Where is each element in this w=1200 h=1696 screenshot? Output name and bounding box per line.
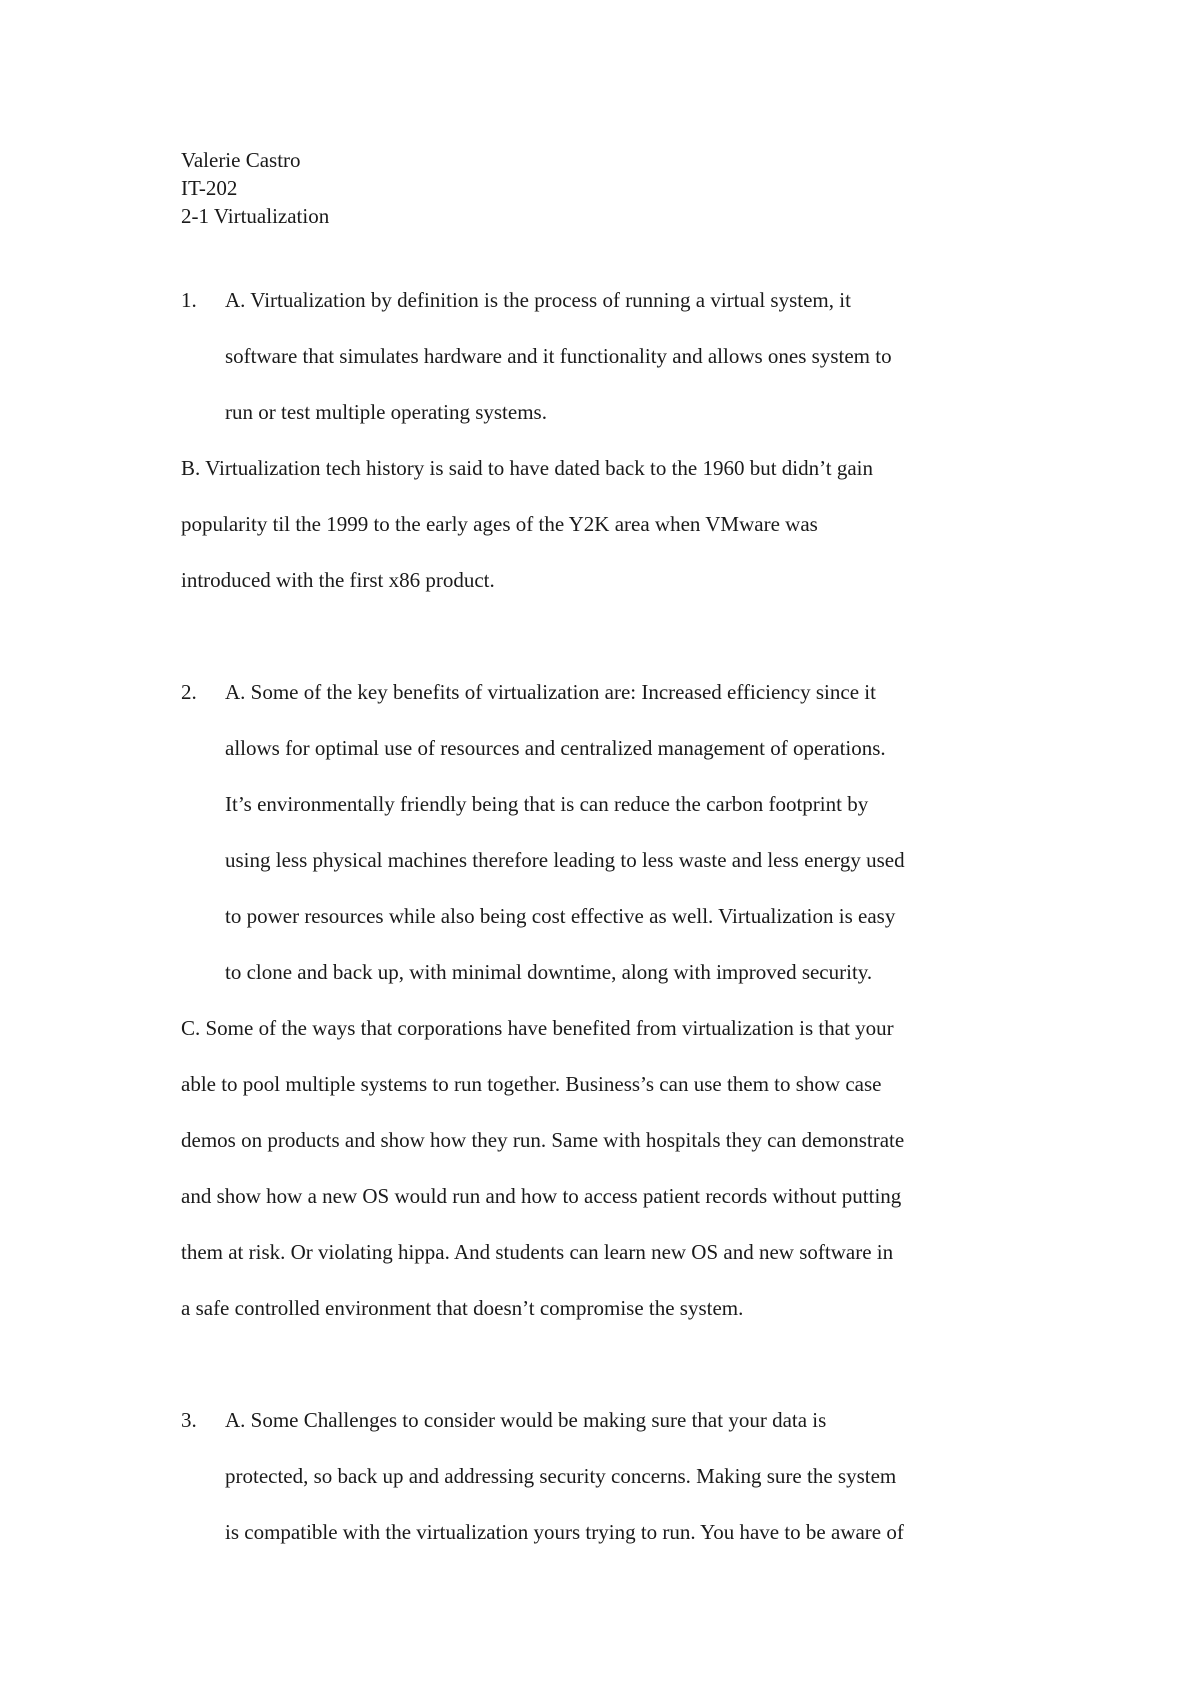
- paragraph-line: A. Some Challenges to consider would be making sure that your data is: [225, 1408, 827, 1432]
- paragraph-line: using less physical machines therefore leading to less waste and less energy used: [225, 848, 905, 872]
- paragraph-line: a safe controlled environment that doesn’t compromise the system.: [181, 1296, 744, 1320]
- assignment-title: 2-1 Virtualization: [181, 204, 330, 228]
- paragraph-line: and show how a new OS would run and how to access patient records without putting: [181, 1184, 902, 1208]
- paragraph-line: B. Virtualization tech history is said to have dated back to the 1960 but didn’t gain: [181, 456, 873, 480]
- paragraph-line: It’s environmentally friendly being that is can reduce the carbon footprint by: [225, 792, 869, 816]
- paragraph-line: run or test multiple operating systems.: [225, 400, 547, 424]
- paragraph-line: A. Some of the key benefits of virtualization are: Increased efficiency since it: [225, 680, 876, 704]
- paragraph-line: demos on products and show how they run. Same with hospitals they can demonstrate: [181, 1128, 905, 1152]
- paragraph-line: able to pool multiple systems to run together. Business’s can use them to show case: [181, 1072, 882, 1096]
- item-number: 3.: [181, 1408, 197, 1432]
- author-name: Valerie Castro: [181, 148, 301, 172]
- paragraph-line: software that simulates hardware and it functionality and allows ones system to: [225, 344, 892, 368]
- paragraph-line: A. Virtualization by definition is the process of running a virtual system, it: [225, 288, 851, 312]
- paragraph-line: them at risk. Or violating hippa. And students can learn new OS and new software in: [181, 1240, 894, 1264]
- paragraph-line: introduced with the first x86 product.: [181, 568, 495, 592]
- paragraph-line: allows for optimal use of resources and centralized management of operations.: [225, 736, 886, 760]
- item-number: 2.: [181, 680, 197, 704]
- course-code: IT-202: [181, 176, 238, 200]
- item-number: 1.: [181, 288, 197, 312]
- paragraph-line: to power resources while also being cost effective as well. Virtualization is easy: [225, 904, 896, 928]
- paragraph-line: popularity til the 1999 to the early ages of the Y2K area when VMware was: [181, 512, 818, 536]
- paragraph-line: is compatible with the virtualization yours trying to run. You have to be aware of: [225, 1520, 904, 1544]
- paragraph-line: to clone and back up, with minimal downtime, along with improved security.: [225, 960, 873, 984]
- paragraph-line: protected, so back up and addressing security concerns. Making sure the system: [225, 1464, 897, 1488]
- paragraph-line: C. Some of the ways that corporations have benefited from virtualization is that your: [181, 1016, 894, 1040]
